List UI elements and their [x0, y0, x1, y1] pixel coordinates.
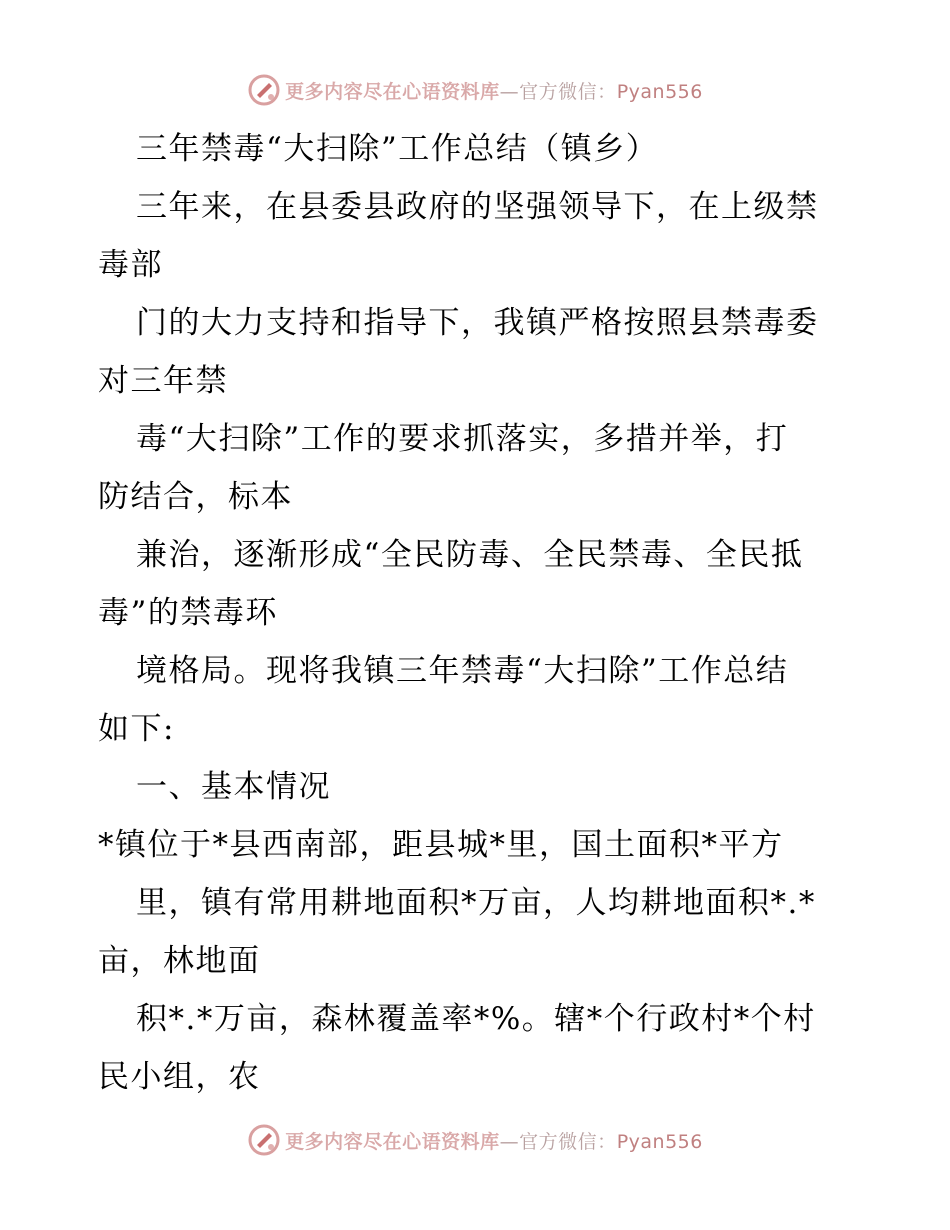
- watermark-wechat-id: Pyan556: [616, 80, 703, 103]
- paragraph-line: *镇位于*县西南部，距县城*里，国土面积*平方: [98, 827, 784, 863]
- paragraph-line: 亩，林地面: [98, 943, 261, 979]
- paragraph-line: 兼治，逐渐形成“全民防毒、全民禁毒、全民抵: [136, 537, 804, 573]
- paragraph-line: 境格局。现将我镇三年禁毒“大扫除”工作总结: [136, 653, 789, 689]
- paragraph-line: 门的大力支持和指导下，我镇严格按照县禁毒委: [136, 305, 819, 341]
- watermark-brand: 更多内容尽在心语资料库: [285, 80, 500, 103]
- paragraph-line: 毒“大扫除”工作的要求抓落实，多措并举，打: [136, 421, 789, 457]
- paragraph-line: 毒部: [98, 247, 163, 283]
- header-watermark-banner: [0, 70, 950, 110]
- watermark-text: [285, 1127, 703, 1154]
- footer-watermark-banner: [0, 1120, 950, 1160]
- watermark-text: [285, 77, 703, 104]
- document-body: [98, 120, 858, 1106]
- paragraph-line: 防结合，标本: [98, 479, 293, 515]
- watermark-brand: 更多内容尽在心语资料库: [285, 1130, 500, 1153]
- watermark-wechat-id: Pyan556: [616, 1130, 703, 1153]
- watermark-separator: —官方微信：: [499, 1130, 617, 1153]
- paragraph-line: 积*.*万亩，森林覆盖率*%。辖*个行政村*个村: [136, 1001, 816, 1037]
- paragraph-line: 民小组，农: [98, 1059, 261, 1095]
- watermark-separator: —官方微信：: [499, 80, 617, 103]
- document-title: 三年禁毒“大扫除”工作总结（镇乡）: [136, 131, 659, 167]
- paragraph-line: 毒”的禁毒环: [98, 595, 278, 631]
- paragraph-line: 如下:: [98, 711, 175, 747]
- paragraph-line: 三年来，在县委县政府的坚强领导下，在上级禁: [136, 189, 819, 225]
- section-heading: 一、基本情况: [136, 769, 331, 805]
- brand-logo-icon: [247, 1123, 281, 1157]
- brand-logo-icon: [247, 73, 281, 107]
- paragraph-line: 里，镇有常用耕地面积*万亩，人均耕地面积*.*: [136, 885, 816, 921]
- paragraph-line: 对三年禁: [98, 363, 228, 399]
